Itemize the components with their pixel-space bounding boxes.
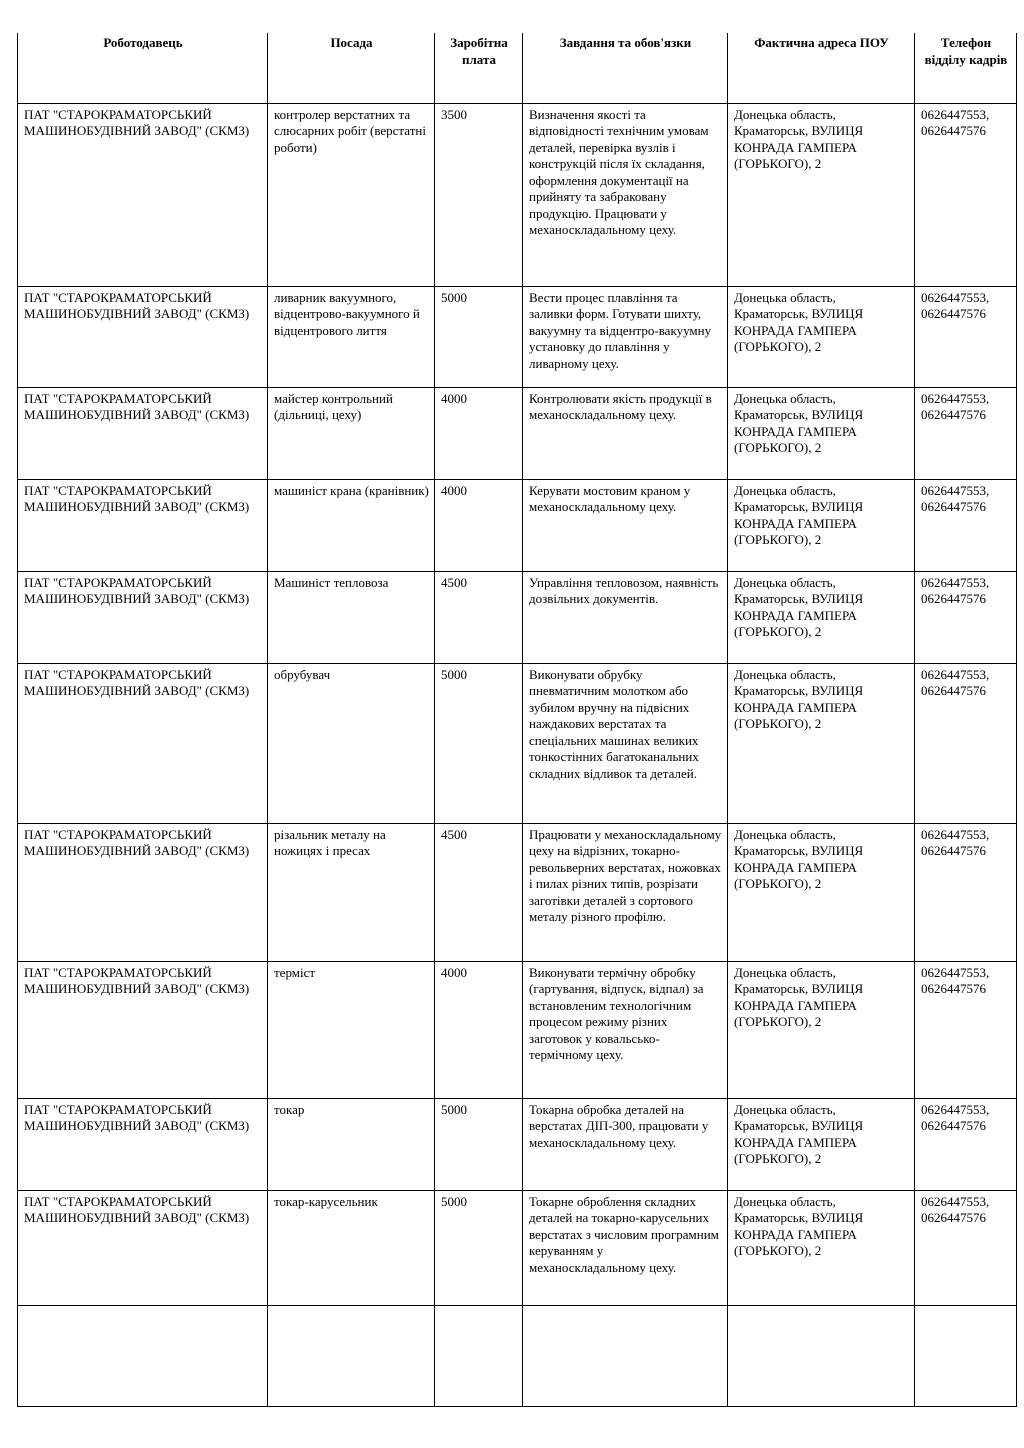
duties-cell: Управління тепловозом, наявність дозвільних документів. (523, 571, 728, 663)
position-cell: різальник металу на ножицях і пресах (268, 823, 435, 961)
phone-cell: 0626447553, 0626447576 (915, 961, 1017, 1098)
phone-cell: 0626447553, 0626447576 (915, 286, 1017, 387)
duties-cell: Токарне оброблення складних деталей на токарно-карусельних верстатах з числовим програмним керуванням у механоскладальному цеху. (523, 1190, 728, 1305)
header-phone: Телефон відділу кадрів (915, 33, 1017, 103)
address-cell: Донецька область, Краматорськ, ВУЛИЦЯ КОНРАДА ГАМПЕРА (ГОРЬКОГО), 2 (728, 961, 915, 1098)
phone-cell: 0626447553, 0626447576 (915, 1098, 1017, 1190)
header-position: Посада (268, 33, 435, 103)
salary-cell: 5000 (435, 1098, 523, 1190)
header-address: Фактична адреса ПОУ (728, 33, 915, 103)
employer-cell: ПАТ "СТАРОКРАМАТОРСЬКИЙ МАШИНОБУДІВНИЙ ЗАВОД" (СКМЗ) (18, 663, 268, 823)
table-row (18, 103, 1017, 286)
position-cell: токар-карусельник (268, 1190, 435, 1305)
address-cell: Донецька область, Краматорськ, ВУЛИЦЯ КОНРАДА ГАМПЕРА (ГОРЬКОГО), 2 (728, 387, 915, 479)
header-employer: Роботодавець (18, 33, 268, 103)
duties-cell: Виконувати обрубку пневматичним молотком або зубилом вручну на підвісних наждакових верстатах та спеціальних машинах великих тонкостінних багатоканальних складних відливок та деталей. (523, 663, 728, 823)
address-cell: Донецька область, Краматорськ, ВУЛИЦЯ КОНРАДА ГАМПЕРА (ГОРЬКОГО), 2 (728, 103, 915, 286)
table-row (18, 823, 1017, 961)
table-row (18, 286, 1017, 387)
table-row (18, 1190, 1017, 1305)
empty-cell (435, 1305, 523, 1406)
empty-cell (18, 1305, 268, 1406)
position-cell: токар (268, 1098, 435, 1190)
employer-cell: ПАТ "СТАРОКРАМАТОРСЬКИЙ МАШИНОБУДІВНИЙ ЗАВОД" (СКМЗ) (18, 823, 268, 961)
duties-cell: Контролювати якість продукції в механоскладальному цеху. (523, 387, 728, 479)
position-cell: терміст (268, 961, 435, 1098)
duties-cell: Виконувати термічну обробку (гартування, відпуск, відпал) за встановленим технологічним процесом режиму різних заготовок у ковальсько-термічному цеху. (523, 961, 728, 1098)
address-cell: Донецька область, Краматорськ, ВУЛИЦЯ КОНРАДА ГАМПЕРА (ГОРЬКОГО), 2 (728, 1098, 915, 1190)
address-cell: Донецька область, Краматорськ, ВУЛИЦЯ КОНРАДА ГАМПЕРА (ГОРЬКОГО), 2 (728, 571, 915, 663)
salary-cell: 4000 (435, 479, 523, 571)
salary-cell: 4500 (435, 823, 523, 961)
table-row (18, 387, 1017, 479)
position-cell: Машиніст тепловоза (268, 571, 435, 663)
employer-cell: ПАТ "СТАРОКРАМАТОРСЬКИЙ МАШИНОБУДІВНИЙ ЗАВОД" (СКМЗ) (18, 1190, 268, 1305)
table-row (18, 663, 1017, 823)
salary-cell: 5000 (435, 1190, 523, 1305)
empty-cell (268, 1305, 435, 1406)
header-row (18, 33, 1017, 103)
salary-cell: 4000 (435, 961, 523, 1098)
table-row-empty (18, 1305, 1017, 1406)
employer-cell: ПАТ "СТАРОКРАМАТОРСЬКИЙ МАШИНОБУДІВНИЙ ЗАВОД" (СКМЗ) (18, 387, 268, 479)
position-cell: майстер контрольний (дільниці, цеху) (268, 387, 435, 479)
employer-cell: ПАТ "СТАРОКРАМАТОРСЬКИЙ МАШИНОБУДІВНИЙ ЗАВОД" (СКМЗ) (18, 286, 268, 387)
empty-cell (915, 1305, 1017, 1406)
duties-cell: Вести процес плавління та заливки форм. Готувати шихту, вакуумну та відцентро-вакуумну установку до плавління у ливарному цеху. (523, 286, 728, 387)
duties-cell: Керувати мостовим краном у механоскладальному цеху. (523, 479, 728, 571)
header-duties: Завдання та обов'язки (523, 33, 728, 103)
salary-cell: 5000 (435, 663, 523, 823)
salary-cell: 3500 (435, 103, 523, 286)
employer-cell: ПАТ "СТАРОКРАМАТОРСЬКИЙ МАШИНОБУДІВНИЙ ЗАВОД" (СКМЗ) (18, 571, 268, 663)
position-cell: машиніст крана (кранівник) (268, 479, 435, 571)
position-cell: ливарник вакуумного, відцентрово-вакуумного й відцентрового лиття (268, 286, 435, 387)
empty-cell (728, 1305, 915, 1406)
salary-cell: 4000 (435, 387, 523, 479)
header-salary: Заробітна плата (435, 33, 523, 103)
address-cell: Донецька область, Краматорськ, ВУЛИЦЯ КОНРАДА ГАМПЕРА (ГОРЬКОГО), 2 (728, 663, 915, 823)
duties-cell: Токарна обробка деталей на верстатах ДІП-300, працювати у механоскладальному цеху. (523, 1098, 728, 1190)
duties-cell: Визначення якості та відповідності технічним умовам деталей, перевірка вузлів і конструкцій після їх складання, оформлення документації на прийняту та забраковану продукцію. Працювати у механоскладальному цеху. (523, 103, 728, 286)
phone-cell: 0626447553, 0626447576 (915, 663, 1017, 823)
phone-cell: 0626447553, 0626447576 (915, 1190, 1017, 1305)
phone-cell: 0626447553, 0626447576 (915, 387, 1017, 479)
vacancy-table (17, 33, 1017, 1407)
empty-cell (523, 1305, 728, 1406)
address-cell: Донецька область, Краматорськ, ВУЛИЦЯ КОНРАДА ГАМПЕРА (ГОРЬКОГО), 2 (728, 1190, 915, 1305)
phone-cell: 0626447553, 0626447576 (915, 571, 1017, 663)
table-row (18, 1098, 1017, 1190)
phone-cell: 0626447553, 0626447576 (915, 479, 1017, 571)
salary-cell: 4500 (435, 571, 523, 663)
address-cell: Донецька область, Краматорськ, ВУЛИЦЯ КОНРАДА ГАМПЕРА (ГОРЬКОГО), 2 (728, 286, 915, 387)
address-cell: Донецька область, Краматорськ, ВУЛИЦЯ КОНРАДА ГАМПЕРА (ГОРЬКОГО), 2 (728, 823, 915, 961)
employer-cell: ПАТ "СТАРОКРАМАТОРСЬКИЙ МАШИНОБУДІВНИЙ ЗАВОД" (СКМЗ) (18, 103, 268, 286)
position-cell: контролер верстатних та слюсарних робіт (верстатні роботи) (268, 103, 435, 286)
employer-cell: ПАТ "СТАРОКРАМАТОРСЬКИЙ МАШИНОБУДІВНИЙ ЗАВОД" (СКМЗ) (18, 961, 268, 1098)
employer-cell: ПАТ "СТАРОКРАМАТОРСЬКИЙ МАШИНОБУДІВНИЙ ЗАВОД" (СКМЗ) (18, 1098, 268, 1190)
position-cell: обрубувач (268, 663, 435, 823)
duties-cell: Працювати у механоскладальному цеху на відрізних, токарно-револьверних верстатах, ножовках і пилах різних типів, розрізати заготівки деталей з сортового металу різного профілю. (523, 823, 728, 961)
table-row (18, 571, 1017, 663)
address-cell: Донецька область, Краматорськ, ВУЛИЦЯ КОНРАДА ГАМПЕРА (ГОРЬКОГО), 2 (728, 479, 915, 571)
phone-cell: 0626447553, 0626447576 (915, 103, 1017, 286)
table-row (18, 479, 1017, 571)
salary-cell: 5000 (435, 286, 523, 387)
phone-cell: 0626447553, 0626447576 (915, 823, 1017, 961)
employer-cell: ПАТ "СТАРОКРАМАТОРСЬКИЙ МАШИНОБУДІВНИЙ ЗАВОД" (СКМЗ) (18, 479, 268, 571)
table-row (18, 961, 1017, 1098)
